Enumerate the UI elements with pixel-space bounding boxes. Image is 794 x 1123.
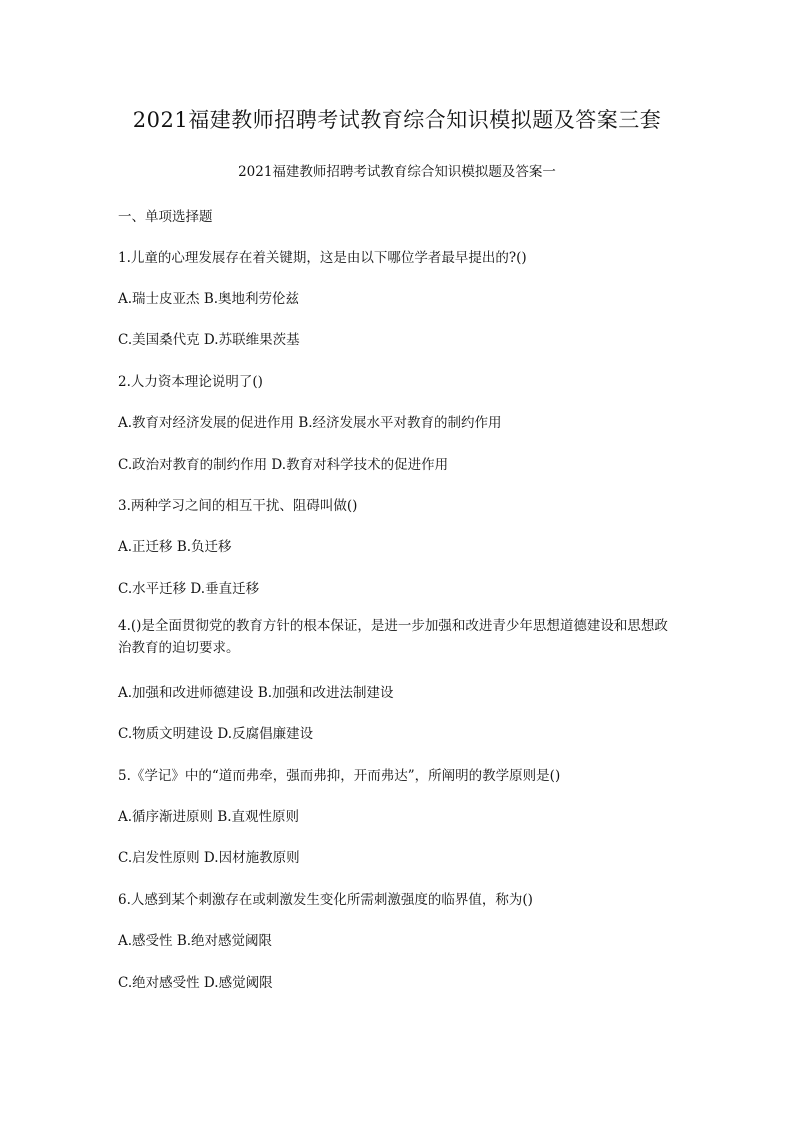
question-2-options-cd: C.政治对教育的制约作用 D.教育对科学技术的促进作用 <box>118 457 449 473</box>
question-3: 3.两种学习之间的相互干扰、阻碍叫做() <box>118 498 358 514</box>
question-5-options-ab: A.循序渐进原则 B.直观性原则 <box>118 809 300 825</box>
document-title: 2021福建教师招聘考试教育综合知识模拟题及答案三套 <box>132 108 662 132</box>
question-2: 2.人力资本理论说明了() <box>118 374 263 390</box>
section-heading: 一、单项选择题 <box>118 209 213 225</box>
document-subtitle: 2021福建教师招聘考试教育综合知识模拟题及答案一 <box>238 164 556 180</box>
question-5-options-cd: C.启发性原则 D.因材施教原则 <box>118 850 300 866</box>
question-6-options-cd: C.绝对感受性 D.感觉阈限 <box>118 975 273 991</box>
question-1-options-ab: A.瑞士皮亚杰 B.奥地利劳伦兹 <box>118 291 300 307</box>
question-1: 1.儿童的心理发展存在着关键期，这是由以下哪位学者最早提出的?() <box>118 250 527 266</box>
question-1-options-cd: C.美国桑代克 D.苏联维果茨基 <box>118 332 300 348</box>
question-4-options-ab: A.加强和改进师德建设 B.加强和改进法制建设 <box>118 685 394 701</box>
question-3-options-cd: C.水平迁移 D.垂直迁移 <box>118 581 260 597</box>
question-6-options-ab: A.感受性 B.绝对感觉阈限 <box>118 933 273 949</box>
question-5: 5.《学记》中的“道而弗牵，强而弗抑，开而弗达”，所阐明的教学原则是() <box>118 768 561 784</box>
question-6: 6.人感到某个刺激存在或刺激发生变化所需刺激强度的临界值，称为() <box>118 892 533 908</box>
question-3-options-ab: A.正迁移 B.负迁移 <box>118 539 232 555</box>
question-2-options-ab: A.教育对经济发展的促进作用 B.经济发展水平对教育的制约作用 <box>118 415 502 431</box>
question-4-options-cd: C.物质文明建设 D.反腐倡廉建设 <box>118 726 314 742</box>
question-4: 4.()是全面贯彻党的教育方针的根本保证，是进一步加强和改进青少年思想道德建设和思想政治教育的迫切要求。 <box>118 618 668 656</box>
